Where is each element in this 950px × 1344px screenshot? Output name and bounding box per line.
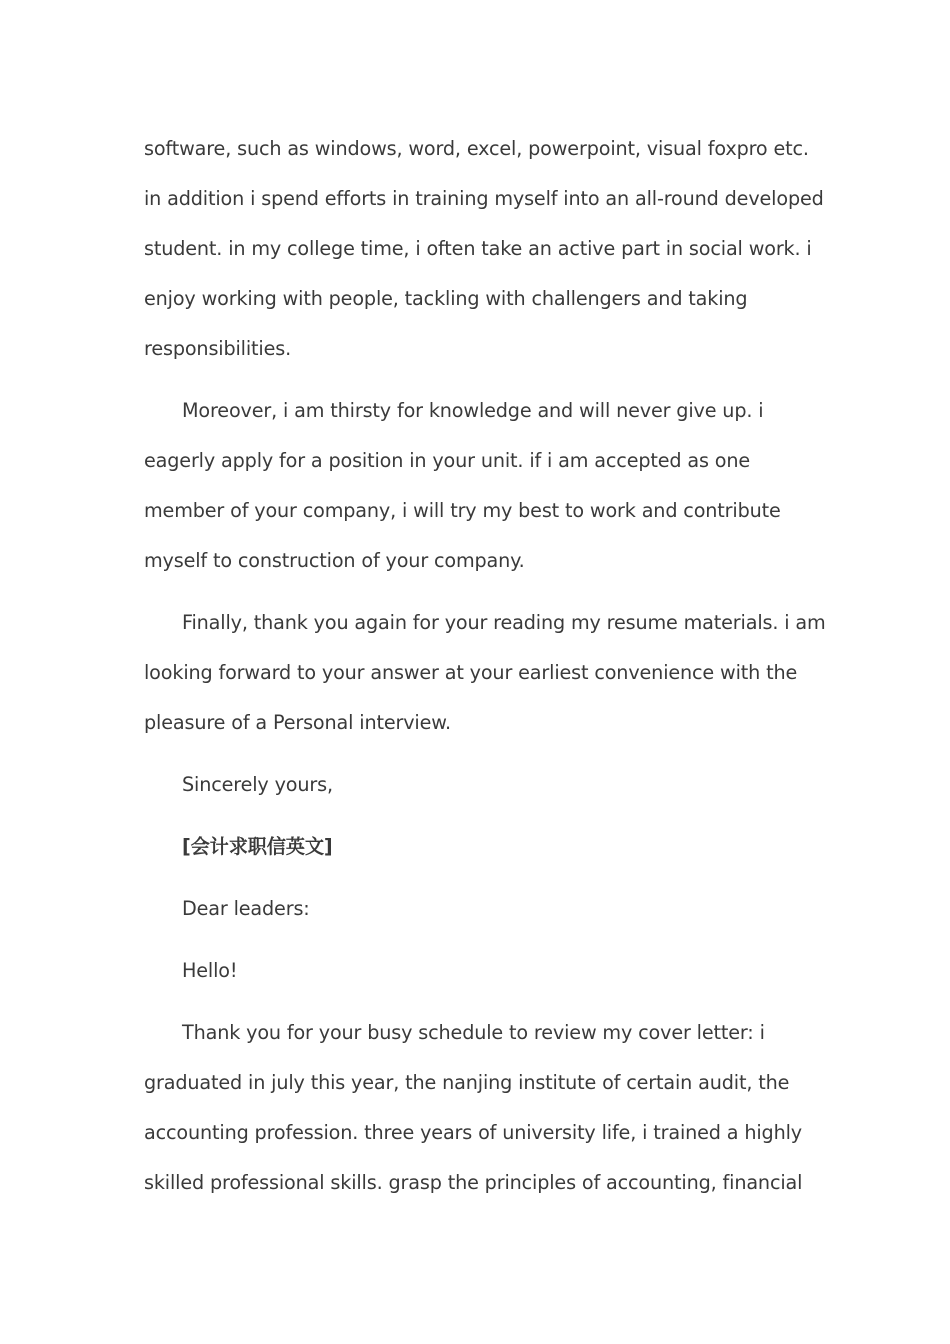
closing-line: Sincerely yours, [182, 773, 333, 796]
paragraph-spacer [144, 374, 804, 386]
text-line: myself to construction of your company. [144, 549, 525, 572]
greeting-line: Hello! [182, 959, 238, 982]
text-line: in addition i spend efforts in training myself into an all-round developed [144, 187, 824, 210]
text-line: accounting profession. three years of university life, i trained a highly [144, 1121, 802, 1144]
text-line: Moreover, i am thirsty for knowledge and will never give up. i [182, 399, 764, 422]
text-line: Thank you for your busy schedule to review my cover letter: i [182, 1021, 765, 1044]
text-line: pleasure of a Personal interview. [144, 711, 451, 734]
paragraph-finally [144, 598, 826, 748]
paragraph-spacer [144, 996, 804, 1008]
paragraph-thank-you [144, 1008, 804, 1208]
paragraph-spacer [144, 872, 804, 884]
text-line: looking forward to your answer at your earliest convenience with the [144, 661, 798, 684]
text-line: skilled professional skills. grasp the principles of accounting, financial [144, 1171, 803, 1194]
paragraph-skills [144, 124, 824, 374]
paragraph-spacer [144, 748, 804, 760]
text-line: responsibilities. [144, 337, 292, 360]
text-line: graduated in july this year, the nanjing institute of certain audit, the [144, 1071, 790, 1094]
salutation-line: Dear leaders: [182, 897, 310, 920]
text-line: Finally, thank you again for your reading my resume materials. i am [182, 611, 826, 634]
document-page [144, 124, 826, 1208]
paragraph-spacer [144, 586, 804, 598]
text-line: eagerly apply for a position in your unit. if i am accepted as one [144, 449, 751, 472]
text-line: software, such as windows, word, excel, powerpoint, visual foxpro etc. [144, 137, 809, 160]
text-line: student. in my college time, i often take an active part in social work. i [144, 237, 812, 260]
text-line: member of your company, i will try my best to work and contribute [144, 499, 781, 522]
paragraph-moreover [144, 386, 804, 586]
paragraph-spacer [144, 810, 804, 822]
paragraph-spacer [144, 934, 804, 946]
section-heading: [会计求职信英文] [182, 835, 333, 858]
text-line: enjoy working with people, tackling with challengers and taking [144, 287, 748, 310]
